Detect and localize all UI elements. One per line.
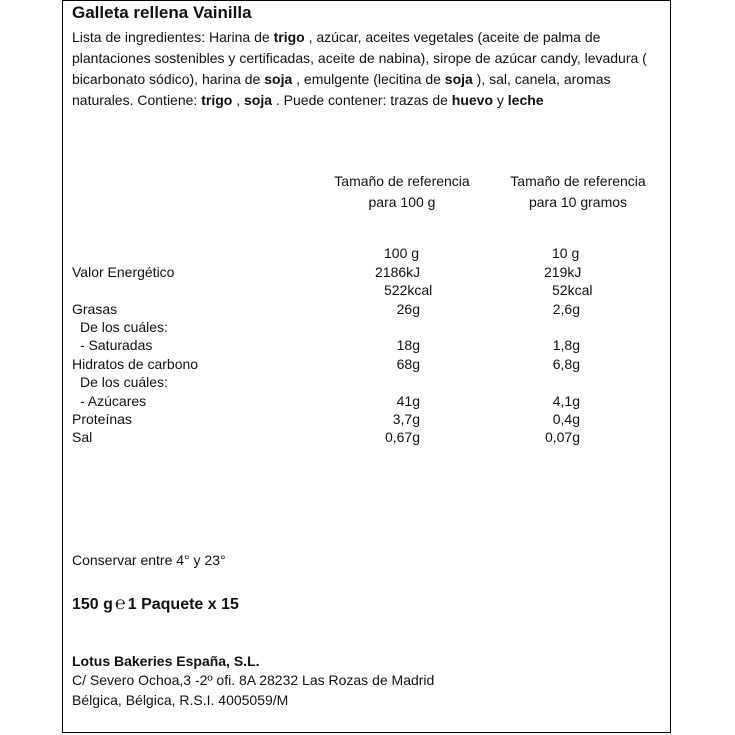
- ingredients-text: y: [493, 92, 508, 108]
- row-label: - Azúcares: [80, 393, 147, 409]
- row-value-10g: 0,07g: [544, 429, 580, 445]
- row-label: Hidratos de carbono: [72, 356, 199, 372]
- row-value-10g: 6,8g: [552, 356, 580, 372]
- row-value-10g: 1,8g: [552, 337, 580, 353]
- ingredients-text: . Puede contener: trazas de: [272, 92, 452, 108]
- allergen: leche: [507, 92, 544, 108]
- row-value-10g: 2,6g: [552, 301, 580, 317]
- row-value-100g: 26g: [396, 301, 420, 317]
- estimated-sign: ℮: [114, 593, 126, 613]
- row-label: Sal: [72, 429, 93, 445]
- row-value-10g: 0,4g: [552, 411, 580, 427]
- package-count: 1 Paquete x 15: [127, 596, 239, 613]
- row-value-100g: 68g: [396, 356, 420, 372]
- col2-header: [488, 171, 668, 213]
- company-country-rsi: Bélgica, Bélgica, R.S.I. 4005059/M: [72, 692, 289, 708]
- row-label: Grasas: [72, 301, 118, 317]
- energy-kj-100g: 2186kJ: [375, 264, 421, 280]
- allergen: soja: [444, 71, 473, 87]
- ingredients-text: , azúcar, aceites vegetales (aceite de palma de plantaciones sostenibles y certificadas, aceite de nabina), sirope de azúcar candy, levadura ( bicarbonato sódico), harina de: [72, 29, 647, 87]
- energy-kcal-100g: 522kcal: [384, 282, 433, 298]
- allergen: trigo: [201, 92, 233, 108]
- col2-unit: 10 g: [552, 245, 580, 261]
- col1-header: [312, 171, 492, 213]
- col1-unit: 100 g: [384, 245, 420, 261]
- company-name: Lotus Bakeries España, S.L.: [72, 653, 260, 669]
- company-address: C/ Severo Ochoa,3 -2º ofi. 8A 28232 Las Rozas de Madrid: [72, 672, 435, 688]
- package-info: [72, 593, 239, 614]
- ingredients-text: ), sal, canela, aromas naturales. Contiene:: [72, 71, 611, 108]
- allergen: trigo: [273, 29, 305, 45]
- row-value-100g: 3,7g: [392, 411, 420, 427]
- row-value-100g: 41g: [396, 393, 420, 409]
- ingredients-list: [72, 27, 666, 111]
- ingredients-text: Lista de ingredientes: Harina de: [72, 29, 274, 45]
- allergen: soja: [264, 71, 293, 87]
- storage-instructions: Conservar entre 4° y 23°: [72, 552, 226, 568]
- row-value-10g: 4,1g: [552, 393, 580, 409]
- energy-kj-10g: 219kJ: [544, 264, 582, 280]
- row-label: Proteínas: [72, 411, 132, 427]
- col2-header-line2: para 10 gramos: [528, 194, 628, 210]
- col1-header-line1: Tamaño de referencia: [334, 173, 470, 189]
- package-weight: 150 g: [72, 596, 113, 613]
- col1-header-line2: para 100 g: [368, 194, 436, 210]
- col2-header-line1: Tamaño de referencia: [510, 173, 646, 189]
- energy-label: Valor Energético: [72, 264, 175, 280]
- allergen: huevo: [451, 92, 494, 108]
- product-title: Galleta rellena Vainilla: [72, 3, 252, 22]
- row-label: De los cuáles:: [80, 319, 168, 335]
- ingredients-text: ,: [232, 92, 244, 108]
- ingredients-text: , emulgente (lecitina de: [292, 71, 445, 87]
- row-label: De los cuáles:: [80, 374, 168, 390]
- row-value-100g: 18g: [396, 337, 420, 353]
- row-label: - Saturadas: [80, 337, 153, 353]
- allergen: soja: [243, 92, 272, 108]
- energy-kcal-10g: 52kcal: [552, 282, 593, 298]
- row-value-100g: 0,67g: [384, 429, 420, 445]
